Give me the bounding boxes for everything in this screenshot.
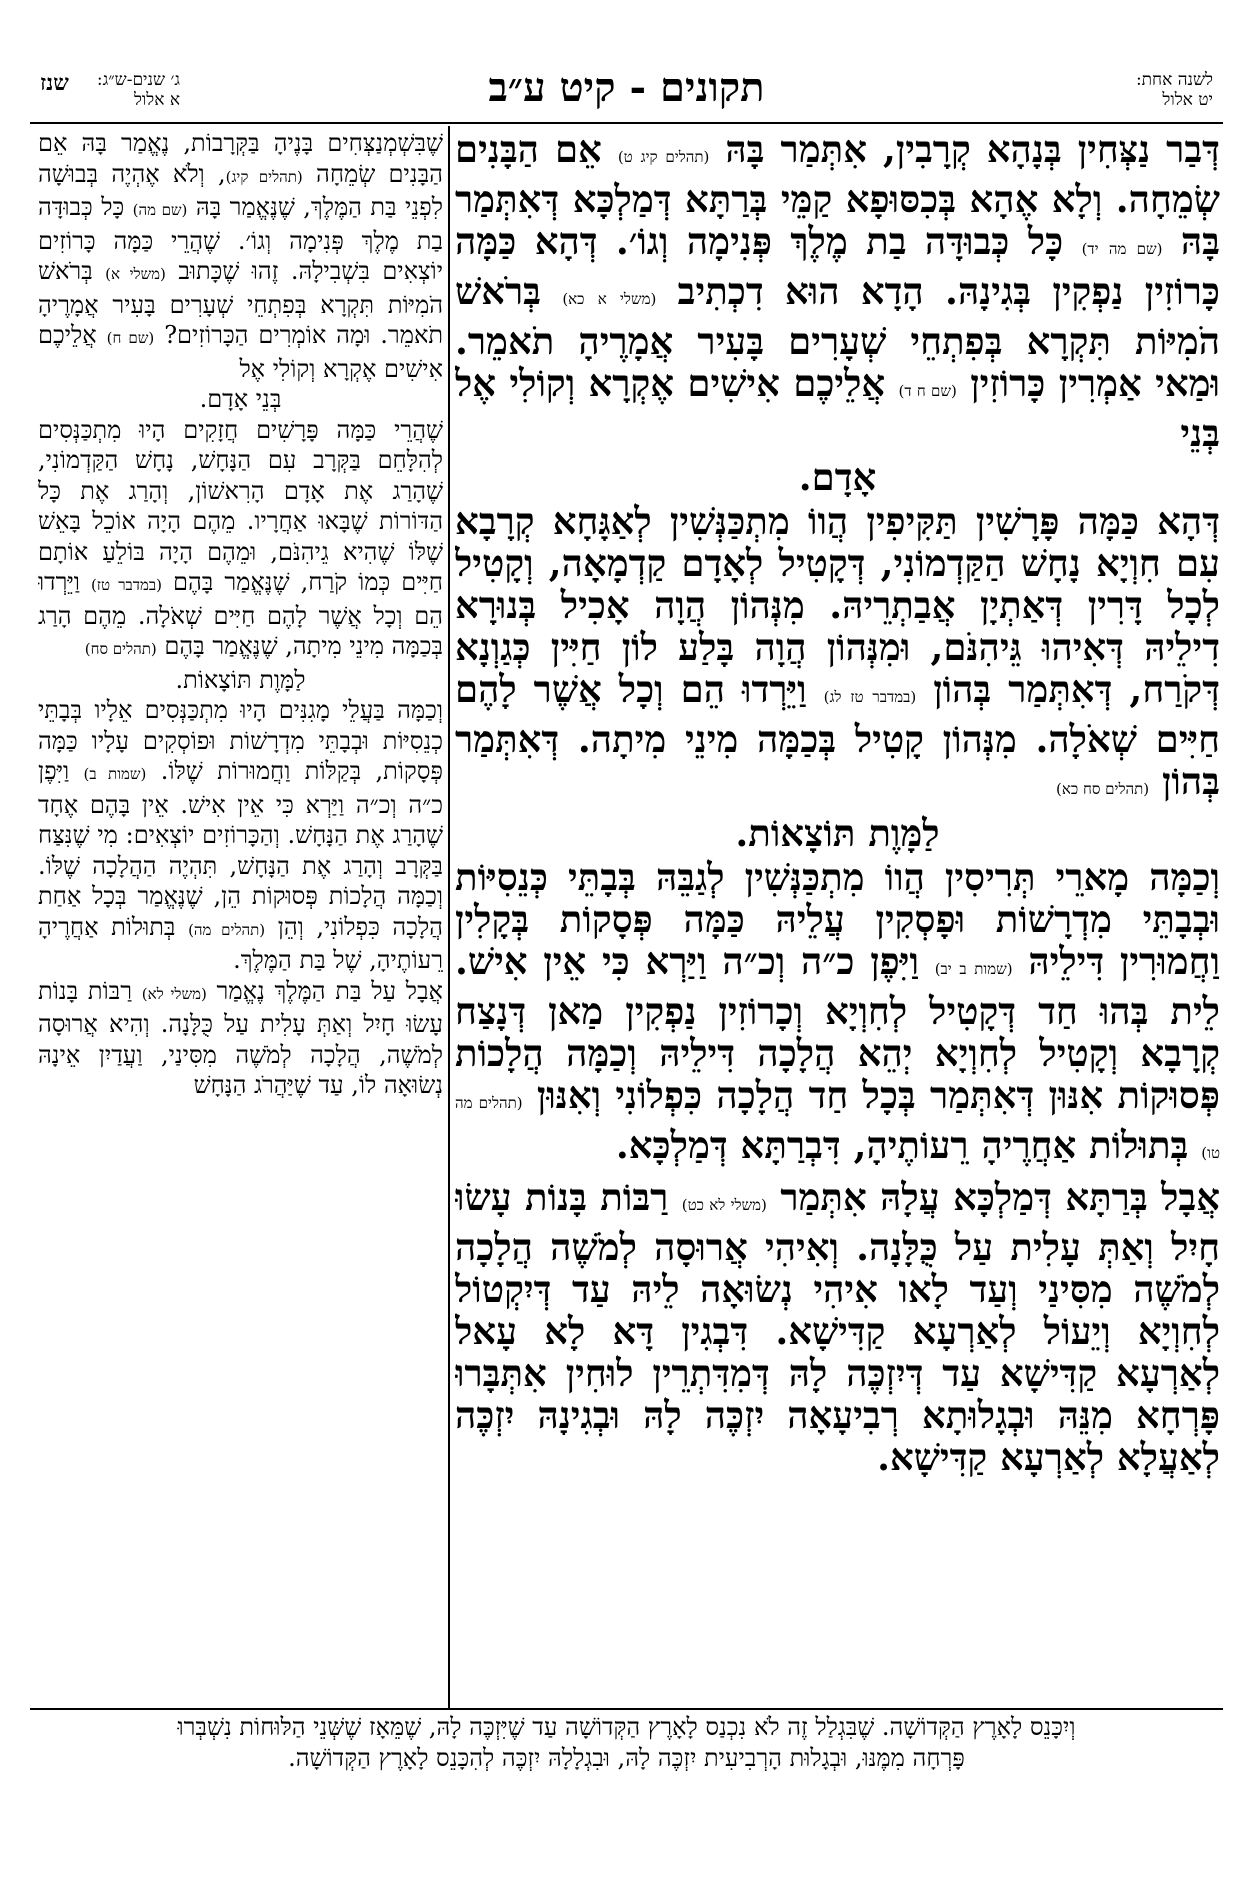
verse-reference: (משלי לא) bbox=[141, 984, 207, 1003]
verse-reference: (שם ח) bbox=[106, 329, 155, 347]
verse-reference: (משלי לא כט) bbox=[681, 1196, 767, 1214]
verse-reference: (במדבר טז) bbox=[90, 576, 162, 594]
page-header bbox=[30, 58, 1223, 120]
side-paragraph-2: שֶׁהֲרֵי כַּמָּה פָּרָשִׁים חֲזָקִים הָיוּ מִתְכַּנְּסִים לְהִלָּחֵם בַּקְּרָב עִם הַנָּחָשׁ, נָחָשׁ הַקַּדְמוֹנִי, שֶׁהָרַג אֶת אָדָם הָרִאשׁוֹן, וְהָרַג אֶת כָּל הַדּוֹרוֹת שֶׁבָּאוּ אַחֲרָיו. מֵהֶם הָיָה אוֹכֵל בָּאֵשׁ שֶׁלּוֹ שֶׁהִיא גֵיהִנֹּם, וּמֵהֶם הָיָה בּוֹלֵעַ אוֹתָם חַיִּים כְּמוֹ קֹרַח, שֶׁנֶּאֱמַר בָּהֶם (במדבר טז) וַיֵּרְדוּ הֵם וְכָל אֲשֶׁר לָהֶם חַיִּים שְׁאֹלָה. מֵהֶם הָרַג בְּכַמָּה מִינֵי מִיתָה, שֶׁנֶּאֱמַר בָּהֶם (תהלים סח) bbox=[38, 415, 443, 660]
side-paragraph-1-end: בְּנֵי אָדָם. bbox=[199, 385, 282, 413]
header-rule bbox=[30, 122, 1223, 124]
verse-reference: (שם מה יד) bbox=[1081, 240, 1163, 258]
footer-rule bbox=[30, 1708, 1223, 1710]
verse-reference: (תהלים מה) bbox=[188, 920, 266, 939]
side-paragraph-1: שֶׁבִּשְׁמְנַצְּחִים בָּנֶיהָ בַּקְּרָבוֹת, נֶאֱמַר בָּהּ אֵם הַבָּנִים שְׂמֵחָה (תהלים קיג), וְלֹא אֶהְיֶה בְּבוּשָׁה לִפְנֵי בַּת הַמֶּלֶךְ, שֶׁנֶּאֱמַר בָּהּ (שם מה) כָּל כְּבוּדָּה בַת מֶלֶךְ פְּנִימָה וְגוֹ׳. שֶׁהֲרֵי כַּמָּה כָּרוֹזִים יוֹצְאִים בִּשְׁבִילָהּ. זֶהוּ שֶׁכָּתוּב (משלי א) בְּרֹאשׁ הֹמִיּוֹת תִּקְרָא בְּפִתְחֵי שְׁעָרִים בָּעִיר אֲמָרֶיהָ תֹאמֵר. וּמָה אוֹמְרִים הַכָּרוֹזִים? (שם ח) אֲלֵיכֶם אִישִׁים אֶקְרָא וְקוֹלִי אֶל bbox=[38, 129, 443, 383]
side-paragraph-2-end: לַמָּוֶת תּוֹצָאוֹת. bbox=[175, 665, 306, 694]
header-left bbox=[40, 70, 180, 110]
verse-reference: (תהלים מה טו) bbox=[455, 1094, 1220, 1162]
verse-reference: (במדבר טז לג) bbox=[823, 688, 917, 706]
verse-reference: (תהלים קיג) bbox=[225, 167, 303, 186]
main-paragraph-1: דְּבַר נַצְּחִין בְּנָהָא קְרָבִין, אִתְּמַר בָּהּ (תהלים קיג ט) אֵם הַבָּנִים שְׂמֵחָה. וְלָא אֶהָא בְּכִסּוּפָא קַמֵּי בְּרַתָּא דְּמַלְכָּא דְּאִתְּמַר בָּהּ (שם מה יד) כָּל כְּבוּדָּה בַת מֶלֶךְ פְּנִימָה וְגוֹ׳. דְּהָא כַּמָּה כָּרוֹזִין נַפְקִין בְּגִינָהּ. הָדָא הוּא דִכְתִיב (משלי א כא) בְּרֹאשׁ הֹמִיּוֹת תִּקְרָא בְּפִתְחֵי שְׁעָרִים בָּעִיר אֲמָרֶיהָ תֹאמֵר. וּמַאי אַמְרִין כָּרוֹזִין (שם ח ד) אֲלֵיכֶם אִישִׁים אֶקְרָא וְקוֹלִי אֶל בְּנֵי bbox=[455, 128, 1220, 455]
page-title: תקונים - קיט ע״ב bbox=[488, 64, 765, 111]
one-year-label: לשנה אחת: bbox=[1135, 70, 1213, 90]
main-paragraph-2-end: לַמָּוֶת תּוֹצָאוֹת. bbox=[735, 811, 940, 855]
three-year-date: א אלול bbox=[133, 90, 181, 110]
side-paragraph-4: אֲבָל עַל בַּת הַמֶּלֶךְ נֶאֱמַר (משלי לא) רַבּוֹת בָּנוֹת עָשׂוּ חָיִל וְאַתְּ עָלִית עַל כֻּלָּנָה. וְהִיא אֲרוּסָה לְמֹשֶׁה, הֲלָכָה לְמֹשֶׁה מִסִּינַי, וַעֲדַיִן אֵינָהּ נְשׂוּאָה לוֹ, עַד שֶׁיַּהֲרֹג הַנָּחָשׁ bbox=[38, 976, 443, 1099]
verse-reference: (שמות ב) bbox=[83, 765, 147, 783]
verse-reference: (תהלים קיג ט) bbox=[617, 148, 710, 166]
main-paragraph-1-end: אָדָם. bbox=[798, 455, 877, 499]
verse-reference: (תהלים סח) bbox=[84, 640, 157, 658]
side-paragraph-3: וְכַמָּה בַּעֲלֵי מָגִנִּים הָיוּ מִתְכַּנְּסִים אֵלָיו בְּבָתֵּי כְנֵסִיּוֹת וּבְבָתֵּי מִדְרָשׁוֹת וּפוֹסְקִים עָלָיו כַּמָּה פְּסָקוֹת, בְּקַלּוֹת וַחֲמוּרוֹת שֶׁלּוֹ. (שמות ב) וַיִּפֶן כ״ה וְכ״ה וַיַּרְא כִּי אֵין אִישׁ. אֵין בָּהֶם אֶחָד שֶׁהָרַג אֶת הַנָּחָשׁ. וְהַכָּרוֹזִים יוֹצְאִים: מִי שֶׁנִּצַּח בַּקְּרָב וְהָרַג אֶת הַנָּחָשׁ, תִּהְיֶה הַהֲלָכָה שֶׁלּוֹ. וְכַמָּה הֲלָכוֹת פְּסוּקוֹת הֵן, שֶׁנֶּאֱמַר בְּכָל אַחַת הֲלָכָה כִּפְלוֹנִי, וְהֵן (תהלים מה) בְּתוּלוֹת אַחֲרֶיהָ רֵעוֹתֶיהָ, שֶׁל בַּת הַמֶּלֶךְ. bbox=[38, 696, 443, 974]
verse-reference: (משלי א) bbox=[105, 265, 166, 283]
main-paragraph-2: דְּהָא כַּמָּה פָּרָשִׁין תַּקִּיפִין הֲווֹ מִתְכַּנְּשִׁין לְאַגָּחָא קְרָבָא עִם חִוְיָא נָחָשׁ הַקַּדְמוֹנִי, דְּקָטִיל לְאָדָם קַדְמָאָה, וְקָטִיל לְכָל דָּרִין דְּאַתְיָן אֲבַתְרֵיהּ. מִנְּהוֹן הֲוָה אָכִיל בְּנוּרָא דִילֵיהּ דְּאִיהוּ גֵּיהִנֹּם, וּמִנְּהוֹן הֲוָה בָּלַע לוֹן חַיִּין כְּגַוְנָא דְּקֹרַח, דְּאִתְּמַר בְּהוֹן (במדבר טז לג) וַיֵּרְדוּ הֵם וְכָל אֲשֶׁר לָהֶם חַיִּים שְׁאֹלָה. מִנְּהוֹן קָטִיל בְּכַמָּה מִינֵי מִיתָה. דְּאִתְּמַר בְּהוֹן (תהלים סח כא) bbox=[455, 499, 1220, 803]
main-paragraph-4: אֲבָל בְּרַתָּא דְּמַלְכָּא עֲלָהּ אִתְּמַר (משלי לא כט) רַבּוֹת בָּנוֹת עָשׂוּ חָיִל וְאַתְּ עָלִית עַל כֻּלָּנָה. וְאִיהִי אֲרוּסָה לְמֹשֶׁה הֲלָכָה לְמֹשֶׁה מִסִּינַי וְעַד לָאו אִיהִי נְשׂוּאָה לֵיהּ עַד דְּיִקְטוֹל לְחִוְיָא וְיֵעוֹל לְאַרְעָא קַדִּישָׁא. דִּבְגִין דָּא לָא עָאל לְאַרְעָא קַדִּישָׁא עַד דְּיִזְכֶּה לָהּ דְּמִדִּתְרֵין לוּחִין אִתְּבָּרוּ פָּרְחָא מִנֵּהּ וּבְגָלוּתָא רְבִיעָאָה יִזְכֶּה לָהּ וּבְגִינָהּ יִזְכֶּה לְאַעֲלָא לְאַרְעָא קַדִּישָׁא. bbox=[455, 1175, 1220, 1479]
hebrew-translation-column bbox=[38, 128, 443, 1708]
one-year-date: יט אלול bbox=[1162, 90, 1213, 110]
verse-reference: (שמות ב יב) bbox=[934, 960, 1013, 978]
three-year-label: ג׳ שנים-ש״ג: bbox=[96, 70, 181, 90]
header-left-dates bbox=[97, 70, 180, 110]
verse-reference: (שם מה) bbox=[132, 201, 188, 219]
page-number: שנז bbox=[40, 70, 69, 96]
verse-reference: (שם ח ד) bbox=[898, 382, 957, 400]
header-right-dates bbox=[1136, 70, 1213, 110]
verse-reference: (תהלים סח כא) bbox=[1056, 780, 1150, 798]
footer-line-2: פָּרְחָה מִמֶּנּוּ, וּבְגָלוּת הָרְבִיעִית יִזְכֶּה לָהּ, וּבִגְלָלָהּ יִזְכֶּה לְהִכָּנֵס לָאָרֶץ הַקְּדוֹשָׁה. bbox=[288, 1744, 965, 1772]
main-aramaic-column bbox=[455, 128, 1220, 1708]
verse-reference: (משלי א כא) bbox=[562, 290, 657, 308]
footer-line-1: וְיִכָּנֵס לָאָרֶץ הַקְּדוֹשָׁה. שֶׁבִּגְלַל זֶה לֹא נִכְנַס לָאָרֶץ הַקְּדוֹשָׁה עַד שֶׁיִּזְכֶּה לָהּ, שֶׁמֵּאָז שֶׁשְּׁנֵי הַלּוּחוֹת נִשְׁבְּרוּ bbox=[177, 1713, 1076, 1741]
main-paragraph-3: וְכַמָּה מָארֵי תְּרִיסִין הֲווֹ מִתְכַּנְּשִׁין לְגַבֵּהּ בְּבָתֵּי כְּנֵסִיּוֹת וּבְבָתֵּי מִדְרָשׁוֹת וּפָסְקִין עֲלֵיהּ כַּמָּה פְּסָקוֹת בְּקָלִין וַחֲמוּרִין דִּילֵיהּ (שמות ב יב) וַיִּפֶן כ״ה וְכ״ה וַיַּרְא כִּי אֵין אִישׁ. לֵית בְּהוּ חַד דְּקָטִיל לְחִוְיָא וְכָרוֹזִין נַפְקִין מַאן דְּנָצַח קְרָבָא וְקָטִיל לְחִוְיָא יְהֵא הֲלָכָה דִּילֵיהּ וְכַמָּה הֲלָכוֹת פְּסוּקוֹת אִנּוּן דְּאִתְּמַר בְּכָל חַד הֲלָכָה כִּפְלוֹנִי וְאִנּוּן (תהלים מה טו) בְּתוּלוֹת אַחֲרֶיהָ רֵעוֹתֶיהָ, דִּבְרַתָּא דְּמַלְכָּא. bbox=[455, 855, 1220, 1167]
column-divider bbox=[448, 126, 450, 1708]
footer-continuation bbox=[30, 1712, 1223, 1774]
